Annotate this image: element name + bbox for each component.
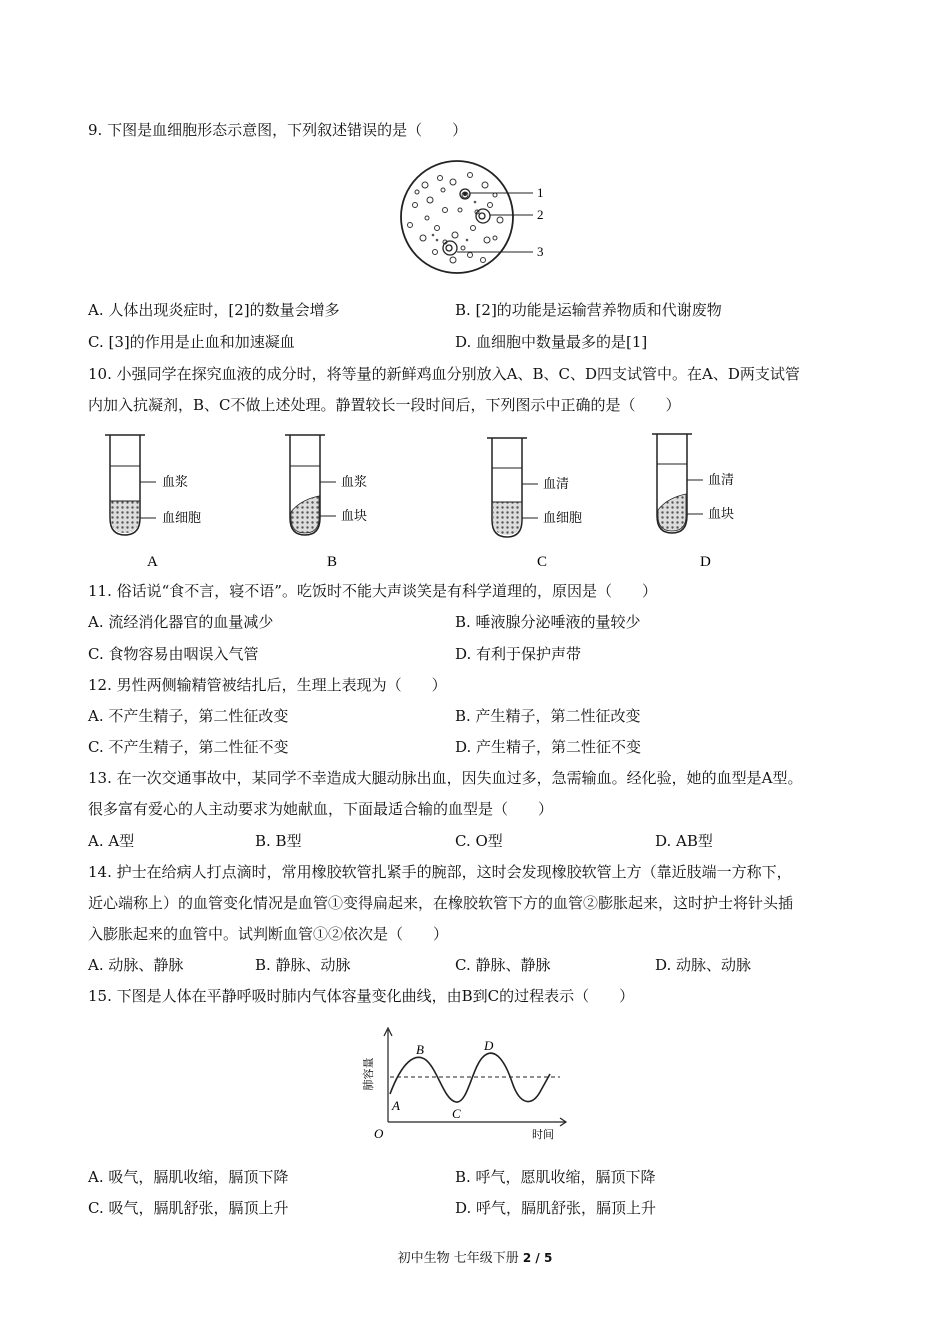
q14-stem-line2: 近心端称上）的血管变化情况是血管①变得扁起来，在橡胶软管下方的血管②膨胀起来，这时护士将针头插 [88, 894, 794, 912]
lung-volume-graph [360, 1022, 570, 1144]
q11-option-b: B. 唾液腺分泌唾液的量较少 [455, 613, 641, 631]
footer-subject: 初中生物 七年级下册 [397, 1251, 523, 1266]
q14-option-d: D. 动脉、动脉 [655, 956, 752, 974]
q13-stem-line2: 很多富有爱心的人主动要求为她献血，下面最适合输的血型是（ ） [88, 800, 554, 818]
graph-point-d: D [484, 1038, 494, 1053]
q12-option-b: B. 产生精子，第二性征改变 [455, 707, 641, 725]
q9-option-c: C. [3]的作用是止血和加速凝血 [88, 333, 295, 351]
q13-option-b: B. B型 [255, 832, 302, 850]
tube-c-letter: C [537, 554, 548, 570]
q15-option-a: A. 吸气，膈肌收缩，膈顶下降 [88, 1168, 289, 1186]
q11-option-d: D. 有利于保护声带 [455, 645, 582, 663]
q12-option-d: D. 产生精子，第二性征不变 [455, 738, 642, 756]
tube-b-top-label: 血浆 [341, 475, 368, 490]
q12-stem: 12. 男性两侧输精管被结扎后，生理上表现为（ ） [88, 676, 447, 694]
tube-d-top-label: 血清 [708, 473, 735, 488]
q9-option-d: D. 血细胞中数量最多的是[1] [455, 333, 648, 351]
graph-point-a: A [392, 1098, 400, 1113]
q13-option-d: D. AB型 [655, 832, 713, 850]
q14-option-b: B. 静脉、动脉 [255, 956, 351, 974]
q9-option-a: A. 人体出现炎症时，[2]的数量会增多 [88, 301, 340, 319]
q9-option-b: B. [2]的功能是运输营养物质和代谢废物 [455, 301, 722, 319]
q15-stem: 15. 下图是人体在平静呼吸时肺内气体容量变化曲线，由B到C的过程表示（ ） [88, 987, 635, 1005]
q11-stem: 11. 俗话说“食不言，寝不语”。吃饭时不能大声谈笑是有科学道理的，原因是（ ） [88, 582, 657, 600]
q12-option-a: A. 不产生精子，第二性征改变 [88, 707, 289, 725]
tube-a [105, 435, 156, 535]
tube-b [285, 435, 336, 535]
tube-d-letter: D [700, 554, 711, 570]
q15-option-c: C. 吸气，膈肌舒张，膈顶上升 [88, 1199, 289, 1217]
cell-label-1: 1 [537, 185, 544, 200]
tube-a-letter: A [147, 554, 158, 570]
tube-c-top-label: 血清 [543, 477, 570, 492]
q9-stem: 9. 下图是血细胞形态示意图，下列叙述错误的是（ ） [88, 121, 468, 139]
q11-option-c: C. 食物容易由咽误入气管 [88, 645, 259, 663]
test-tube-figure [100, 430, 880, 575]
tube-b-letter: B [327, 554, 338, 570]
q15-option-b: B. 呼气，愿肌收缩，膈顶下降 [455, 1168, 656, 1186]
cell-label-3: 3 [537, 244, 544, 259]
page-number: 2 / 5 [522, 1251, 553, 1265]
q13-option-c: C. O型 [455, 832, 503, 850]
tube-c [487, 438, 538, 537]
tube-a-bottom-label: 血细胞 [162, 511, 202, 526]
tube-b-bottom-label: 血块 [341, 509, 368, 524]
graph-origin: O [374, 1126, 384, 1141]
page-footer [0, 1247, 950, 1266]
q14-stem-line1: 14. 护士在给病人打点滴时，常用橡胶软管扎紧手的腕部，这时会发现橡胶软管上方（靠近肢端一方称下， [88, 863, 792, 881]
blood-cell-diagram [395, 160, 565, 280]
tube-d [652, 434, 703, 533]
tube-d-bottom-label: 血块 [708, 507, 735, 522]
q14-option-a: A. 动脉、静脉 [88, 956, 184, 974]
graph-point-c: C [452, 1106, 461, 1121]
q10-stem-line1: 10. 小强同学在探究血液的成分时，将等量的新鲜鸡血分别放入A、B、C、D四支试管中。在A、D两支试管 [88, 365, 800, 383]
graph-xlabel: 时间 [532, 1128, 554, 1141]
tube-a-top-label: 血浆 [162, 475, 189, 490]
q10-stem-line2: 内加入抗凝剂，B、C不做上述处理。静置较长一段时间后，下列图示中正确的是（ ） [88, 396, 681, 414]
q15-option-d: D. 呼气，膈肌舒张，膈顶上升 [455, 1199, 657, 1217]
graph-point-b: B [416, 1042, 424, 1057]
graph-ylabel: 肺容量 [362, 1057, 375, 1091]
q13-stem-line1: 13. 在一次交通事故中，某同学不幸造成大腿动脉出血，因失血过多，急需输血。经化验，她的血型是A型。 [88, 769, 803, 787]
q14-stem-line3: 入膨胀起来的血管中。试判断血管①②依次是（ ） [88, 925, 449, 943]
q11-option-a: A. 流经消化器官的血量减少 [88, 613, 274, 631]
q12-option-c: C. 不产生精子，第二性征不变 [88, 738, 289, 756]
q14-option-c: C. 静脉、静脉 [455, 956, 551, 974]
tube-c-bottom-label: 血细胞 [543, 511, 583, 526]
cell-label-2: 2 [537, 207, 544, 222]
q13-option-a: A. A型 [88, 832, 135, 850]
